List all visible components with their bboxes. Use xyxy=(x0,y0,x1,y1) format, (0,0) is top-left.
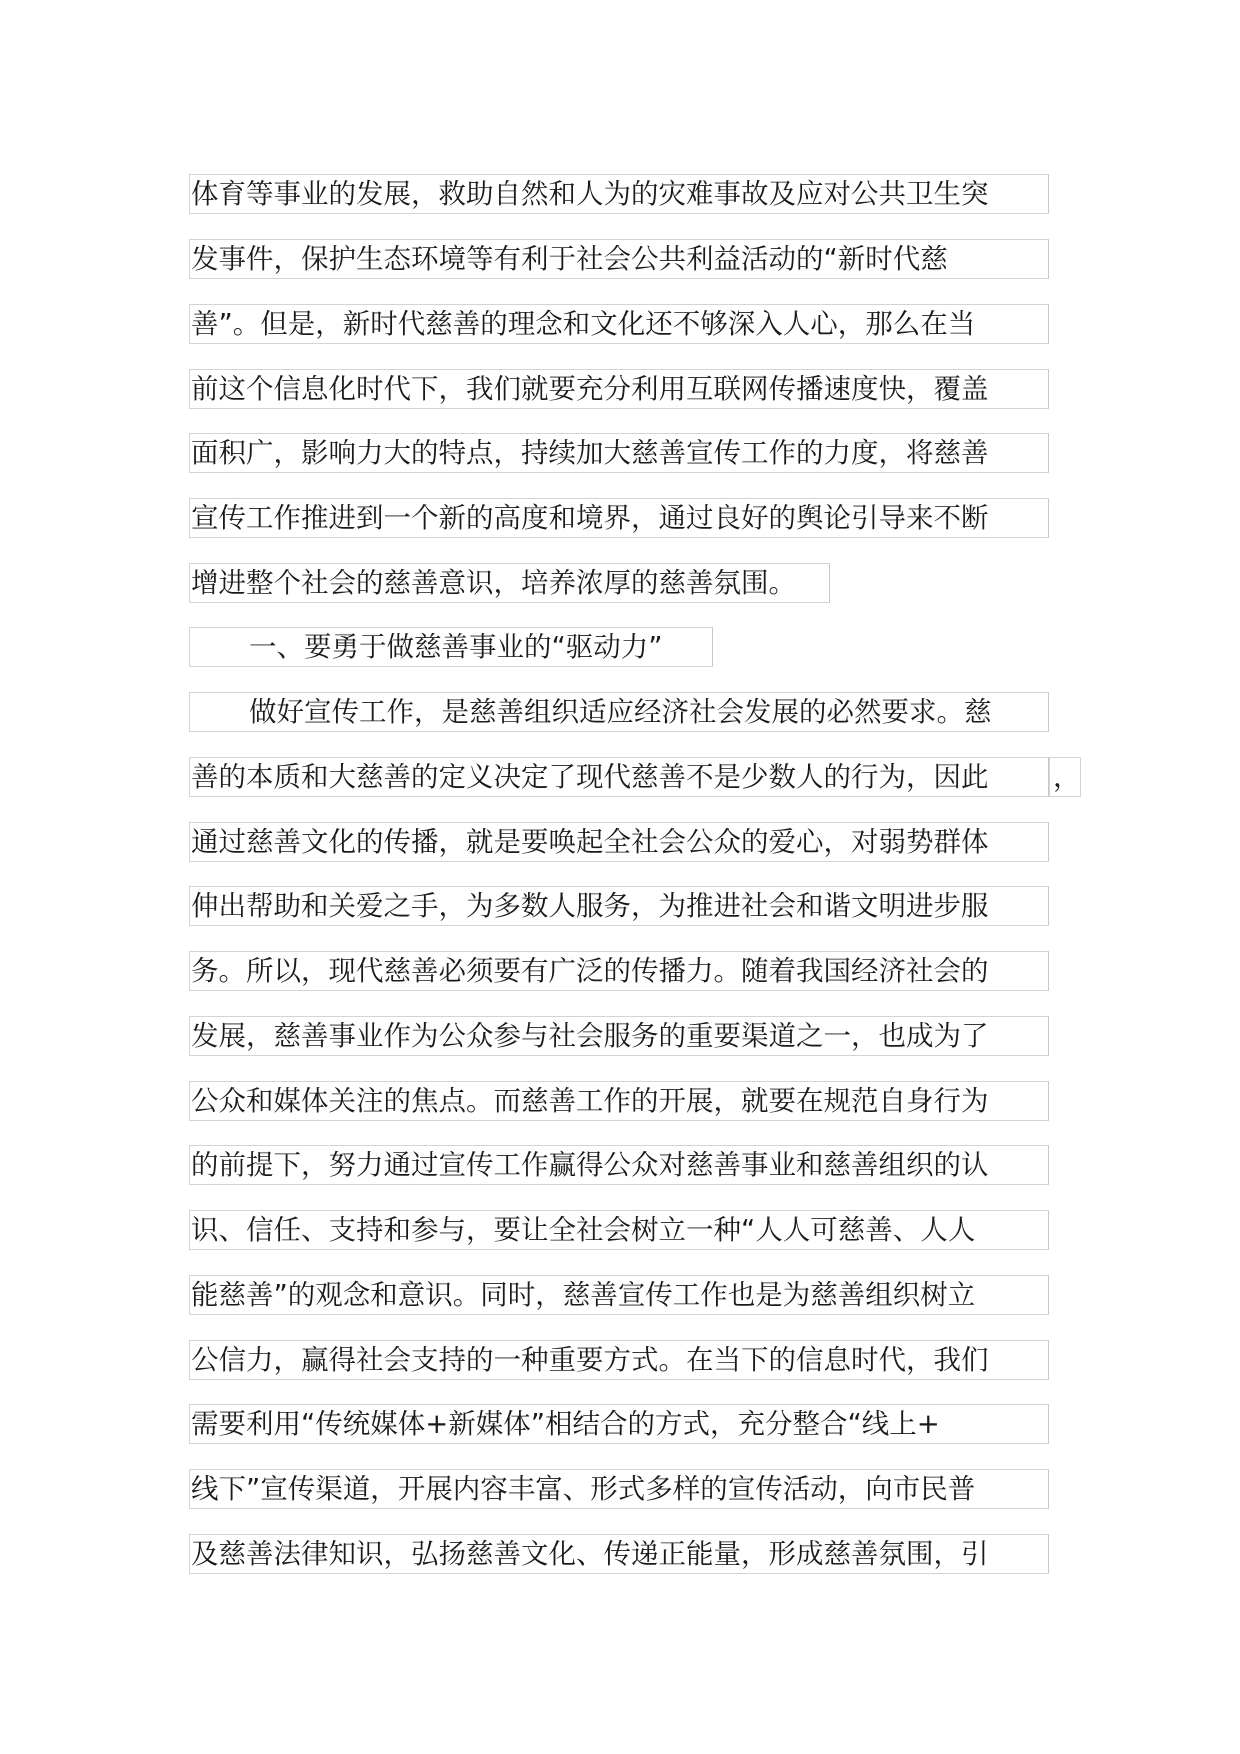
text-line-1: 体育等事业的发展，救助自然和人为的灾难事故及应对公共卫生突 xyxy=(189,174,1049,214)
text-line-15: 公众和媒体关注的焦点。而慈善工作的开展，就要在规范自身行为 xyxy=(189,1081,1049,1121)
text-line-2: 发事件，保护生态环境等有利于社会公共利益活动的“新时代慈 xyxy=(189,239,1049,279)
text-line-19: 公信力，赢得社会支持的一种重要方式。在当下的信息时代，我们 xyxy=(189,1340,1049,1380)
text-line-11: 通过慈善文化的传播，就是要唤起全社会公众的爱心，对弱势群体 xyxy=(189,822,1049,862)
text-line-7: 增进整个社会的慈善意识，培养浓厚的慈善氛围。 xyxy=(189,563,830,603)
text-line-4: 前这个信息化时代下，我们就要充分利用互联网传播速度快，覆盖 xyxy=(189,369,1049,409)
text-line-10: 善的本质和大慈善的定义决定了现代慈善不是少数人的行为，因此 xyxy=(189,757,1049,797)
text-line-18: 能慈善”的观念和意识。同时，慈善宣传工作也是为慈善组织树立 xyxy=(189,1275,1049,1315)
text-line-17: 识、信任、支持和参与，要让全社会树立一种“人人可慈善、人人 xyxy=(189,1210,1049,1250)
text-line-3: 善”。但是，新时代慈善的理念和文化还不够深入人心，那么在当 xyxy=(189,304,1049,344)
text-line-16: 的前提下，努力通过宣传工作赢得公众对慈善事业和慈善组织的认 xyxy=(189,1145,1049,1185)
section-heading: 一、要勇于做慈善事业的“驱动力” xyxy=(189,627,713,667)
overflow-punctuation: ， xyxy=(1049,757,1081,797)
text-line-9: 做好宣传工作，是慈善组织适应经济社会发展的必然要求。慈 xyxy=(189,692,1049,732)
text-line-20: 需要利用“传统媒体+新媒体”相结合的方式，充分整合“线上+ xyxy=(189,1404,1049,1444)
text-line-14: 发展，慈善事业作为公众参与社会服务的重要渠道之一，也成为了 xyxy=(189,1016,1049,1056)
text-line-21: 线下”宣传渠道，开展内容丰富、形式多样的宣传活动，向市民普 xyxy=(189,1469,1049,1509)
text-line-13: 务。所以，现代慈善必须要有广泛的传播力。随着我国经济社会的 xyxy=(189,951,1049,991)
text-line-22: 及慈善法律知识，弘扬慈善文化、传递正能量，形成慈善氛围，引 xyxy=(189,1534,1049,1574)
text-line-12: 伸出帮助和关爱之手，为多数人服务，为推进社会和谐文明进步服 xyxy=(189,886,1049,926)
text-line-6: 宣传工作推进到一个新的高度和境界，通过良好的舆论引导来不断 xyxy=(189,498,1049,538)
text-line-5: 面积广，影响力大的特点，持续加大慈善宣传工作的力度，将慈善 xyxy=(189,433,1049,473)
